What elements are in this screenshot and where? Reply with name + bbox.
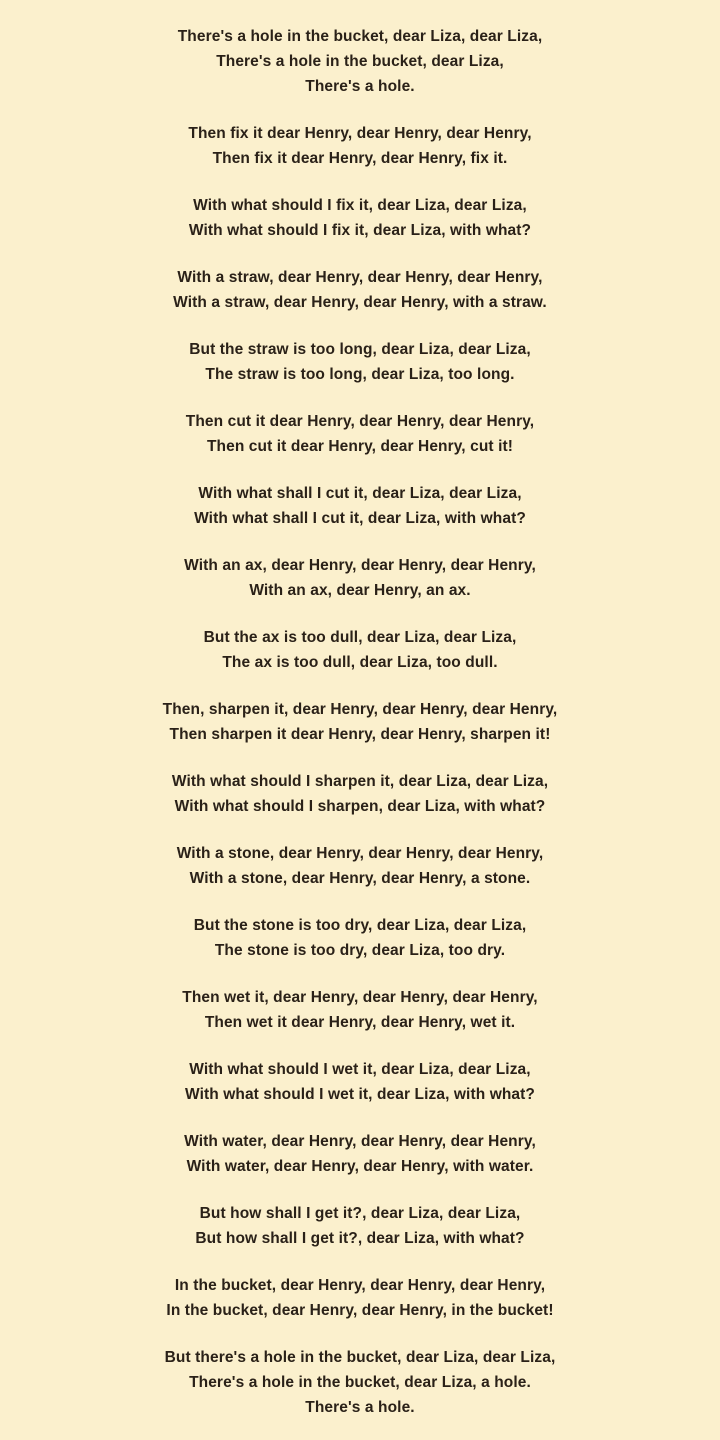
lyrics-stanza [189, 193, 531, 243]
lyrics-line: But the stone is too dry, dear Liza, dear Liza, [193, 917, 527, 934]
lyrics-line: But how shall I get it?, dear Liza, with what? [195, 1230, 525, 1247]
lyrics-stanza [189, 337, 531, 387]
lyrics-line: There's a hole in the bucket, dear Liza, dear Liza, [177, 28, 543, 45]
lyrics-line: With what shall I cut it, dear Liza, dear Liza, [198, 485, 522, 502]
lyrics-line: Then, sharpen it, dear Henry, dear Henry, dear Henry, [162, 701, 558, 718]
lyrics-line: With water, dear Henry, dear Henry, dear Henry, [184, 1133, 536, 1150]
lyrics-stanza [184, 1129, 536, 1179]
lyrics-line: Then fix it dear Henry, dear Henry, dear Henry, [188, 125, 532, 142]
lyrics-line: Then cut it dear Henry, dear Henry, cut it! [206, 438, 514, 455]
lyrics-stanza [185, 1057, 535, 1107]
lyrics-stanza [204, 625, 517, 675]
lyrics-line: With what should I fix it, dear Liza, with what? [188, 222, 532, 239]
lyrics-stanza [163, 697, 558, 747]
lyrics-line: There's a hole. [305, 1399, 415, 1416]
lyrics-line: With what should I fix it, dear Liza, dear Liza, [193, 197, 527, 214]
lyrics-line: With what shall I cut it, dear Liza, with what? [194, 510, 526, 527]
lyrics-line: With what should I sharpen it, dear Liza, dear Liza, [171, 773, 549, 790]
lyrics-line: But the ax is too dull, dear Liza, dear Liza, [203, 629, 517, 646]
lyrics-stanza [194, 913, 527, 963]
lyrics-line: With what should I wet it, dear Liza, dear Liza, [189, 1061, 531, 1078]
lyrics-line: With a straw, dear Henry, dear Henry, with a straw. [173, 294, 547, 311]
lyrics-line: But the straw is too long, dear Liza, dear Liza, [189, 341, 531, 358]
lyrics-line: With an ax, dear Henry, an ax. [249, 582, 471, 599]
lyrics-line: Then sharpen it dear Henry, dear Henry, sharpen it! [169, 726, 551, 743]
lyrics-stanza [178, 24, 543, 99]
lyrics-line: There's a hole in the bucket, dear Liza, [216, 53, 504, 70]
lyrics-stanza [188, 121, 531, 171]
lyrics-line: But there's a hole in the bucket, dear Liza, dear Liza, [164, 1349, 556, 1366]
lyrics-line: The ax is too dull, dear Liza, too dull. [222, 654, 498, 671]
lyrics-stanza [172, 769, 548, 819]
lyrics-line: But how shall I get it?, dear Liza, dear Liza, [199, 1205, 521, 1222]
lyrics-line: With what should I wet it, dear Liza, with what? [185, 1086, 535, 1103]
lyrics-line: With a straw, dear Henry, dear Henry, dear Henry, [177, 269, 543, 286]
lyrics-line: Then fix it dear Henry, dear Henry, fix it. [212, 150, 508, 167]
lyrics-line: In the bucket, dear Henry, dear Henry, dear Henry, [174, 1277, 546, 1294]
lyrics-line: With a stone, dear Henry, dear Henry, a stone. [189, 870, 531, 887]
lyrics-line: Then cut it dear Henry, dear Henry, dear Henry, [185, 413, 535, 430]
lyrics-line: There's a hole in the bucket, dear Liza, a hole. [189, 1374, 531, 1391]
lyrics-stanza [186, 409, 534, 459]
lyrics-line: There's a hole. [305, 78, 415, 95]
lyrics-line: With a stone, dear Henry, dear Henry, dear Henry, [176, 845, 544, 862]
lyrics-stanza [195, 1201, 524, 1251]
lyrics-line: In the bucket, dear Henry, dear Henry, in the bucket! [166, 1302, 554, 1319]
lyrics-stanza [165, 1345, 556, 1420]
lyrics-line: With what should I sharpen, dear Liza, with what? [174, 798, 546, 815]
lyrics-stanza [194, 481, 526, 531]
lyrics-line: With an ax, dear Henry, dear Henry, dear Henry, [184, 557, 536, 574]
lyrics-line: Then wet it, dear Henry, dear Henry, dear Henry, [182, 989, 538, 1006]
lyrics-stanza [184, 553, 536, 603]
lyrics-line: The straw is too long, dear Liza, too long. [205, 366, 515, 383]
lyrics-stanza [182, 985, 537, 1035]
lyrics-line: With water, dear Henry, dear Henry, with water. [186, 1158, 534, 1175]
lyrics-body [40, 24, 680, 1420]
lyrics-stanza [173, 265, 547, 315]
lyrics-stanza [177, 841, 544, 891]
lyrics-line: The stone is too dry, dear Liza, too dry. [214, 942, 506, 959]
lyrics-line: Then wet it dear Henry, dear Henry, wet it. [204, 1014, 516, 1031]
lyrics-stanza [166, 1273, 553, 1323]
